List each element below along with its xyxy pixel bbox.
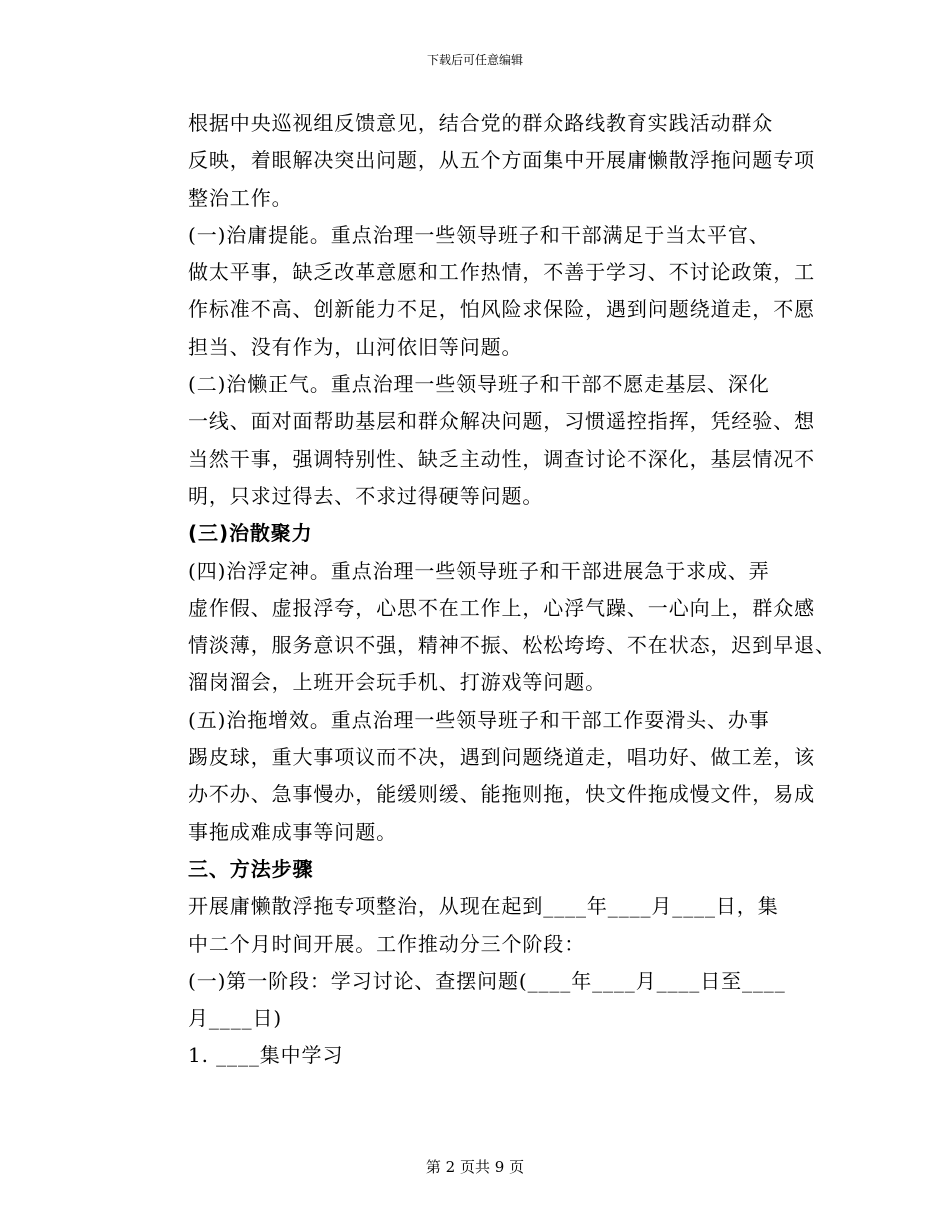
text-line: (二)治懒正气。重点治理一些领导班子和干部不愿走基层、深化 xyxy=(188,372,770,397)
text-line: 虚作假、虚报浮夸，心思不在工作上，心浮气躁、一心向上，群众感 xyxy=(188,595,815,620)
paragraph-method-intro xyxy=(143,888,803,963)
text-line: (五)治拖增效。重点治理一些领导班子和干部工作耍滑头、办事 xyxy=(188,707,770,732)
text-line: (一)治庸提能。重点治理一些领导班子和干部满足于当太平官、 xyxy=(188,222,770,247)
paragraph-intro xyxy=(143,105,815,217)
text-line: 一线、面对面帮助基层和群众解决问题，习惯遥控指挥，凭经验、想 xyxy=(188,409,815,434)
text-line: 明，只求过得去、不求过得硬等问题。 xyxy=(188,483,544,508)
text-line: 事拖成难成事等问题。 xyxy=(188,819,397,844)
text-line: 1. ____集中学习 xyxy=(188,1043,344,1068)
page-footer: 第 2 页共 9 页 xyxy=(425,1158,525,1176)
text-line: 根据中央巡视组反馈意见，结合党的群众路线教育实践活动群众 xyxy=(188,111,774,135)
text-line: 情淡薄，服务意识不强，精神不振、松松垮垮、不在状态，迟到早退、 xyxy=(188,633,836,658)
paragraph-step-1 xyxy=(143,1037,803,1074)
text-line: (三)治散聚力 xyxy=(188,521,313,546)
paragraph-item-1 xyxy=(143,217,815,366)
text-line: 溜岗溜会，上班开会玩手机、打游戏等问题。 xyxy=(188,670,606,695)
text-line: 办不办、急事慢办，能缓则缓、能拖则拖，快文件拖成慢文件，易成 xyxy=(188,782,815,807)
text-line: 当然干事，强调特别性、缺乏主动性，调查讨论不深化，基层情况不 xyxy=(188,446,815,471)
document-body xyxy=(143,105,836,1075)
text-line: 反映，着眼解决突出问题，从五个方面集中开展庸懒散浮拖问题专项 xyxy=(188,148,815,173)
text-line: (一)第一阶段：学习讨论、查摆问题(____年____月____日至____ xyxy=(188,968,786,993)
text-line: 踢皮球，重大事项议而不决，遇到问题绕道走，唱功好、做工差，该 xyxy=(188,745,815,770)
paragraph-stage-1 xyxy=(143,963,803,1038)
paragraph-item-3-heading xyxy=(143,515,803,552)
text-line: 月____日) xyxy=(188,1006,283,1031)
text-line: 作标准不高、创新能力不足，怕风险求保险，遇到问题绕道走，不愿 xyxy=(188,297,815,322)
paragraph-item-5 xyxy=(143,702,815,851)
text-line: 三、方法步骤 xyxy=(188,856,314,881)
section-heading xyxy=(143,851,803,888)
text-line: 担当、没有作为，山河依旧等问题。 xyxy=(188,334,523,359)
text-line: 中二个月时间开展。工作推动分三个阶段： xyxy=(188,931,586,956)
text-line: 开展庸懒散浮拖专项整治，从现在起到____年____月____日，集 xyxy=(188,894,779,919)
text-line: (四)治浮定神。重点治理一些领导班子和干部进展急于求成、弄 xyxy=(188,558,770,583)
page-header: 下载后可任意编辑 xyxy=(426,53,523,67)
text-line: 整治工作。 xyxy=(188,185,293,210)
paragraph-item-2 xyxy=(143,366,815,515)
text-line: 做太平事，缺乏改革意愿和工作热情，不善于学习、不讨论政策，工 xyxy=(188,260,815,285)
paragraph-item-4 xyxy=(143,553,836,702)
